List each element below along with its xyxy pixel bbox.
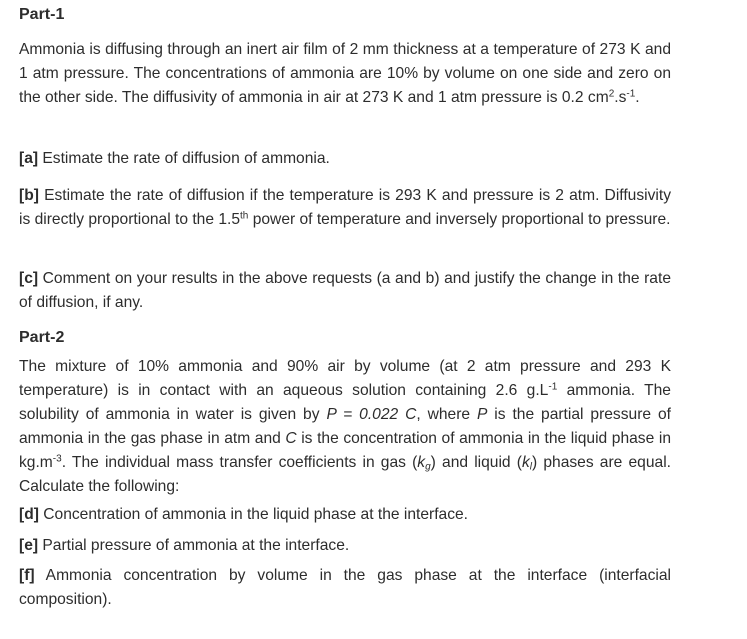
intro-end: . bbox=[635, 89, 640, 106]
question-e bbox=[19, 534, 671, 558]
question-d-text: Concentration of ammonia in the liquid phase at the interface. bbox=[38, 506, 469, 523]
question-c-label: [c] bbox=[19, 270, 39, 287]
question-b-text-start: Estimate the rate of diffusion if the temperature is 293 K and pressure is 2 atm. Diffusivity is directly proportional to the 1.5 bbox=[19, 187, 671, 228]
part-2-intro-t7: ) and liquid ( bbox=[430, 454, 522, 471]
kg-subscript: g bbox=[425, 461, 431, 473]
question-c bbox=[19, 267, 671, 315]
part-1-intro-paragraph bbox=[19, 38, 671, 110]
part-2-intro-t6: . The individual mass transfer coefficients in gas ( bbox=[61, 454, 418, 471]
ordinal-suffix: th bbox=[240, 210, 249, 222]
question-f-label: [f] bbox=[19, 567, 35, 584]
question-c-text: Comment on your results in the above requests (a and b) and justify the change in the rate of diffusion, if any. bbox=[19, 270, 671, 311]
kl-subscript: l bbox=[529, 461, 532, 473]
question-f bbox=[19, 564, 671, 612]
question-e-text: Partial pressure of ammonia at the interface. bbox=[38, 537, 350, 554]
variable-p: P bbox=[476, 406, 488, 423]
part-2-intro-t4: is the partial pressure of ammonia in the gas phase in atm and bbox=[19, 406, 671, 447]
kl-symbol bbox=[522, 454, 532, 471]
variable-c: C bbox=[285, 430, 297, 447]
question-a-text: Estimate the rate of diffusion of ammonia. bbox=[38, 150, 330, 167]
part-2-intro-t2: ammonia. The solubility of ammonia in water is given by bbox=[19, 382, 671, 423]
question-b-text-end: power of temperature and inversely proportional to pressure. bbox=[248, 211, 671, 228]
kg-symbol bbox=[417, 454, 430, 471]
question-b bbox=[19, 184, 671, 232]
part-2-intro-t5: is the concentration of ammonia in the liquid phase in kg.m bbox=[19, 430, 671, 471]
solubility-formula: P = 0.022 C bbox=[326, 406, 417, 423]
area-exponent: 2 bbox=[608, 88, 615, 100]
question-e-label: [e] bbox=[19, 537, 39, 554]
units-separator: .s bbox=[614, 89, 627, 106]
part-1-heading: Part-1 bbox=[19, 6, 65, 23]
kg-letter: k bbox=[417, 454, 426, 471]
part-1-intro-text: Ammonia is diffusing through an inert air film of 2 mm thickness at a temperature of 273 K and 1 atm pressure. The concentrations of ammonia are 10% by volume on one side and zero on the other side. The diffusivity of ammonia in air at 273 K and 1 atm pressure is 0.2 cm bbox=[19, 41, 671, 106]
question-a-label: [a] bbox=[19, 150, 39, 167]
question-f-text: Ammonia concentration by volume in the gas phase at the interface (interfacial composition). bbox=[19, 567, 671, 608]
time-exponent: -1 bbox=[626, 88, 636, 100]
per-litre-exponent: -1 bbox=[548, 381, 558, 393]
question-b-label: [b] bbox=[19, 187, 39, 204]
part-2-intro-paragraph bbox=[19, 355, 671, 499]
part-2-intro-t1: The mixture of 10% ammonia and 90% air by volume (at 2 atm pressure and 293 K temperature) is in contact with an aqueous solution containing 2.6 g.L bbox=[19, 358, 671, 399]
part-2-intro-t3: , where bbox=[416, 406, 477, 423]
question-a bbox=[19, 147, 671, 171]
part-2-intro-t8: ) phases are equal. Calculate the following: bbox=[19, 454, 671, 495]
part-2-heading: Part-2 bbox=[19, 329, 65, 346]
kl-letter: k bbox=[521, 454, 530, 471]
question-d bbox=[19, 503, 671, 527]
question-d-label: [d] bbox=[19, 506, 39, 523]
per-cubic-metre-exponent: -3 bbox=[52, 453, 62, 465]
